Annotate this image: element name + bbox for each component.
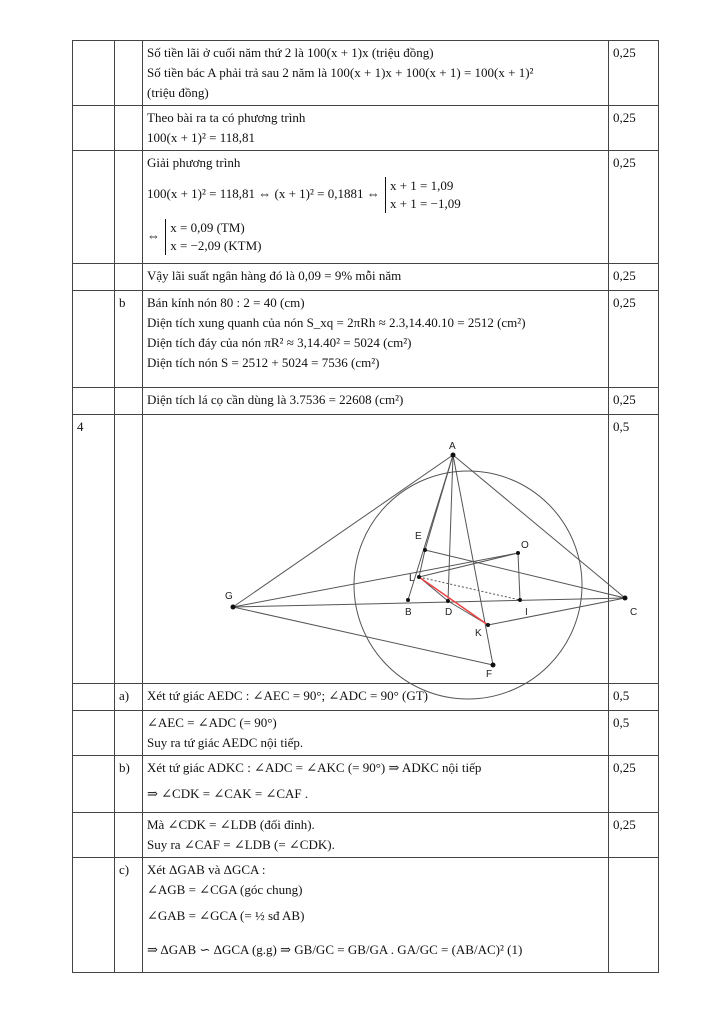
label-E: E [415,531,422,542]
part-label [115,711,143,756]
content-cell [143,41,609,106]
text-line: ∠GAB = ∠GCA (= ½ sđ AB) [147,908,305,923]
label-C: C [630,607,638,618]
table-row [73,291,659,388]
content-cell [143,264,609,291]
text-line: ⇒ ΔGAB ∽ ΔGCA (g.g) ⇒ GB/GC = GB/GA . GA/GC = (AB/AC)² (1) [147,942,523,957]
score-cell: 0,25 [609,41,659,106]
text-line: 100(x + 1)² = 118,81 [147,130,255,145]
text-line: Bán kính nón 80 : 2 = 40 (cm) [147,295,305,310]
text-line: (triệu đồng) [147,85,209,100]
score-cell: 0,5 [609,415,659,684]
answer-table [72,40,659,973]
score-cell: 0,25 [609,756,659,813]
content-cell [143,813,609,858]
text-line: Giải phương trình [147,155,241,170]
equation-system [165,219,261,255]
table-row [73,388,659,415]
score-cell: 0,25 [609,291,659,388]
table-row [73,684,659,711]
part-label: b) [115,756,143,813]
label-B: B [405,607,412,618]
score-cell: 0,25 [609,264,659,291]
content-cell [143,684,609,711]
table-row [73,151,659,264]
text-line: Diện tích lá cọ cần dùng là 3.7536 = 22608 (cm²) [147,392,404,407]
text-line: Xét tứ giác AEDC : ∠AEC = 90°; ∠ADC = 90° (GT) [147,688,429,703]
text-line: Xét tứ giác ADKC : ∠ADC = ∠AKC (= 90°) ⇒ ADKC nội tiếp [147,760,482,775]
circumcircle [354,471,582,699]
table-row [73,415,659,684]
text-line: Suy ra tứ giác AEDC nội tiếp. [147,735,304,750]
text-line: Số tiền bác A phải trả sau 2 năm là 100(x + 1)x + 100(x + 1) = 100(x + 1)² [147,65,534,80]
label-A: A [449,441,456,452]
content-cell [143,291,609,388]
part-label [115,813,143,858]
content-cell [143,858,609,973]
score-cell: 0,25 [609,151,659,264]
score-cell: 0,25 [609,388,659,415]
score-cell: 0,25 [609,813,659,858]
text-line: Xét ΔGAB và ΔGCA : [147,862,266,877]
table-row [73,41,659,106]
table-row [73,813,659,858]
part-label: c) [115,858,143,973]
score-cell: 0,5 [609,684,659,711]
text-line: Số tiền lãi ở cuối năm thứ 2 là 100(x + 1)x (triệu đồng) [147,45,434,60]
text-line: Vậy lãi suất ngân hàng đó là 0,09 = 9% mỗi năm [147,268,402,283]
label-G: G [225,591,233,602]
question-number: 4 [73,415,115,684]
label-D: D [445,607,453,618]
content-cell [143,711,609,756]
text-line: Diện tích nón S = 2512 + 5024 = 7536 (cm²) [147,355,380,370]
system-line: x = 0,09 (TM) [170,220,245,235]
equivalence-symbol: ⇔ [147,227,160,243]
system-line: x + 1 = −1,09 [389,196,461,211]
score-cell [609,858,659,973]
text-line: ∠AEC = ∠ADC (= 90°) [147,715,277,730]
label-L: L [409,573,415,584]
text-line: ⇒ ∠CDK = ∠CAK = ∠CAF . [147,786,309,801]
table-row [73,711,659,756]
table-row [73,106,659,151]
part-label: a) [115,684,143,711]
label-I: I [525,607,528,618]
content-cell [143,388,609,415]
table-row [73,264,659,291]
content-cell [143,756,609,813]
score-cell: 0,25 [609,106,659,151]
part-label: b [115,291,143,388]
system-line: x + 1 = 1,09 [389,178,454,193]
text-line: Theo bài ra ta có phương trình [147,110,306,125]
content-cell [143,151,609,264]
text-line: Diện tích xung quanh của nón S_xq = 2πRh ≈ 2.3,14.40.10 = 2512 (cm²) [147,315,526,330]
text-line: Diện tích đáy của nón πR² ≈ 3,14.40² = 5024 (cm²) [147,335,412,350]
content-cell [143,106,609,151]
table-row [73,858,659,973]
score-cell: 0,5 [609,711,659,756]
equation-text: 100(x + 1)² = 118,81 ⇔ (x + 1)² = 0,1881 ⇔ [147,185,380,201]
label-O: O [521,540,529,551]
label-F: F [486,669,493,680]
label-K: K [475,628,482,639]
text-line: Suy ra ∠CAF = ∠LDB (= ∠CDK). [147,837,335,852]
table-row [73,756,659,813]
system-line: x = −2,09 (KTM) [170,238,262,253]
text-line: Mà ∠CDK = ∠LDB (đối đỉnh). [147,817,315,832]
equation-system [385,177,461,213]
text-line: ∠AGB = ∠CGA (góc chung) [147,882,303,897]
